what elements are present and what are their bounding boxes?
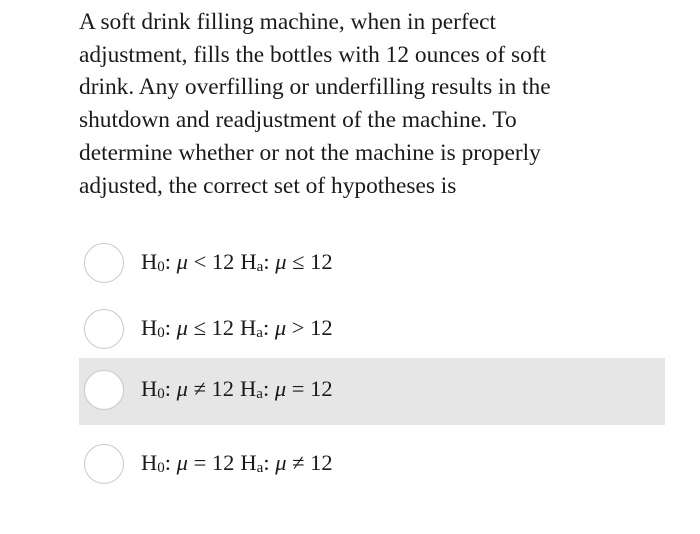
answer-option-1[interactable] (79, 231, 665, 298)
question-line: adjustment, fills the bottles with 12 ounces of soft (79, 41, 547, 68)
option-label[interactable]: $H_0$: μ ≠ 12 $H_a$: μ = 12 (141, 376, 333, 402)
answer-option-2[interactable] (79, 297, 665, 364)
question-line: determine whether or not the machine is properly (79, 139, 541, 166)
answer-option-3[interactable] (79, 358, 665, 425)
radio-button[interactable] (84, 370, 124, 410)
question-text (79, 6, 659, 202)
radio-button[interactable] (84, 444, 124, 484)
question-line: shutdown and readjustment of the machine. To (79, 107, 517, 134)
question-line: drink. Any overfilling or underfilling results in the (79, 74, 551, 101)
answer-option-4[interactable] (79, 432, 665, 499)
radio-button[interactable] (84, 243, 124, 283)
question-line: A soft drink filling machine, when in perfect (79, 9, 497, 35)
option-label[interactable]: $H_0$: μ = 12 $H_a$: μ ≠ 12 (141, 450, 333, 476)
radio-button[interactable] (84, 309, 124, 349)
option-label[interactable]: $H_0$: μ ≤ 12 $H_a$: μ > 12 (141, 315, 333, 341)
option-label[interactable]: $H_0$: μ < 12 $H_a$: μ ≤ 12 (141, 249, 333, 275)
question-line: adjusted, the correct set of hypotheses is (79, 172, 457, 199)
